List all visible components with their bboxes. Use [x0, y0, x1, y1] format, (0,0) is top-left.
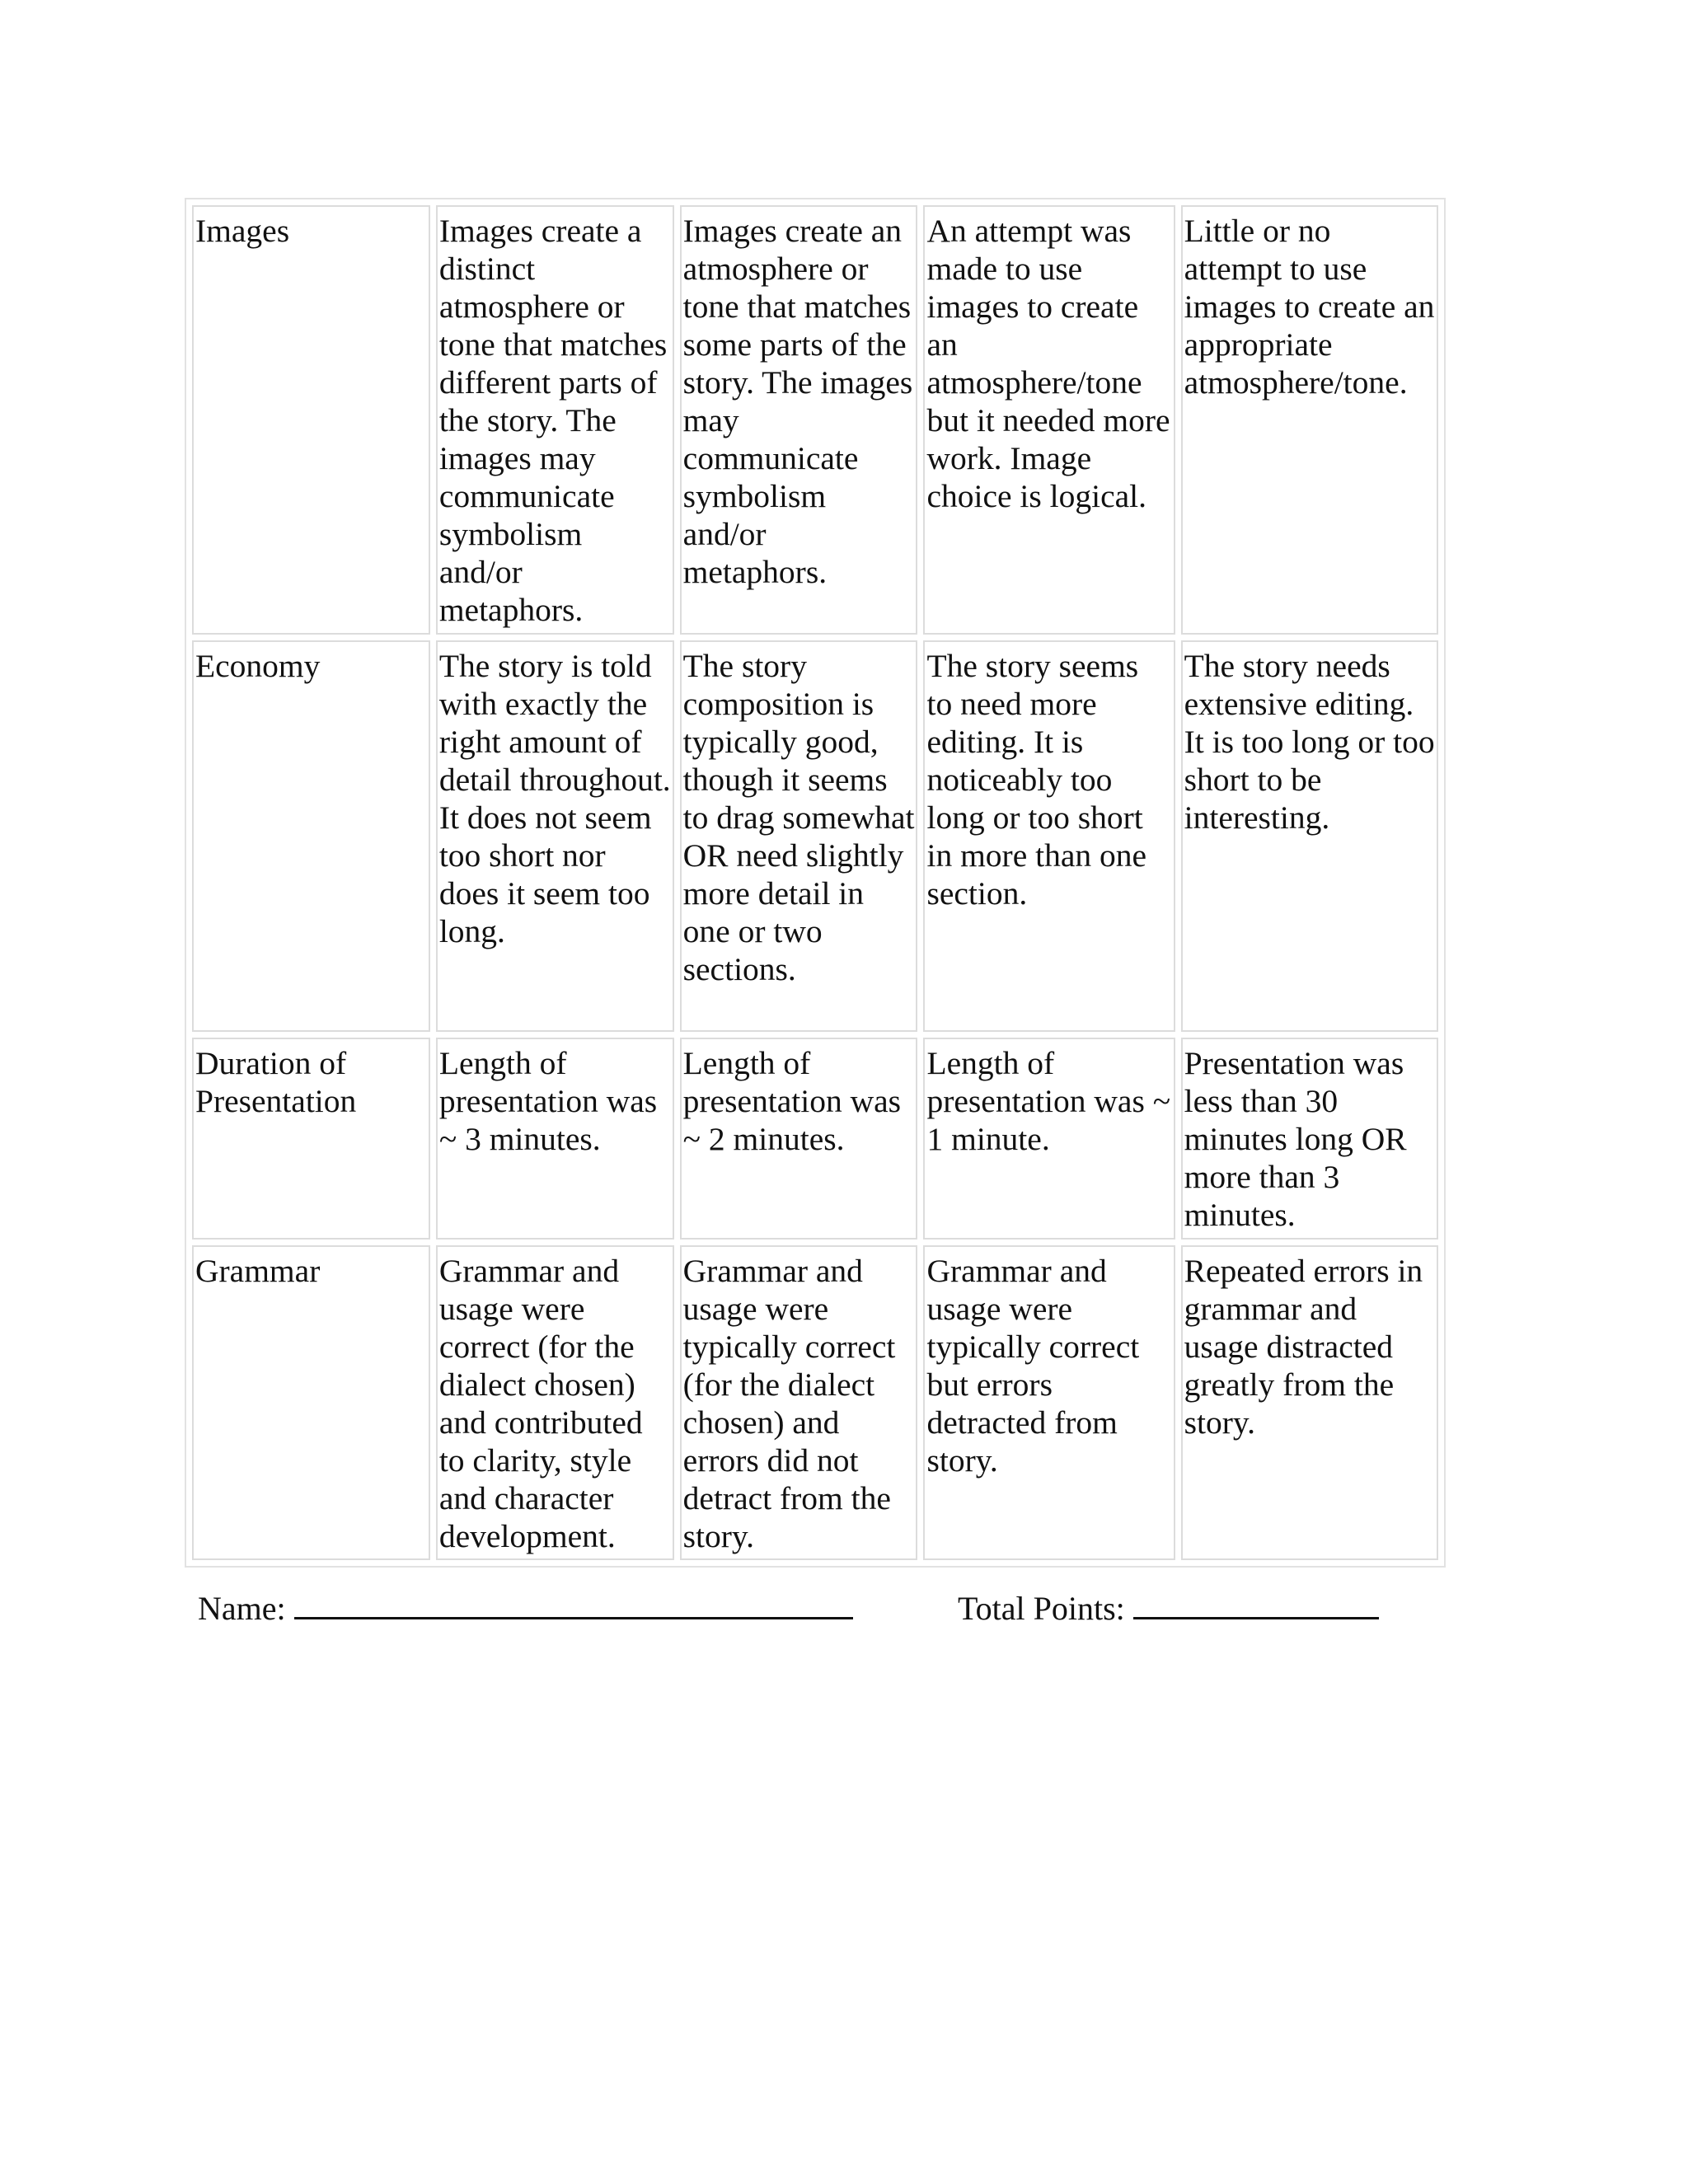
- rubric-row-economy: [192, 640, 1438, 1032]
- level-cell: Grammar and usage were typically correct but errors detracted from story.: [923, 1245, 1175, 1560]
- name-field: [198, 1589, 853, 1628]
- rubric-row-duration: [192, 1038, 1438, 1240]
- level-cell: Little or no attempt to use images to create an appropriate atmosphere/tone.: [1181, 205, 1438, 635]
- criterion-cell: Duration of Presentation: [192, 1038, 430, 1240]
- level-cell: Grammar and usage were typically correct (for the dialect chosen) and errors did not detract from the story.: [680, 1245, 918, 1560]
- rubric-row-grammar: [192, 1245, 1438, 1560]
- level-cell: An attempt was made to use images to create an atmosphere/tone but it needed more work. Image choice is logical.: [923, 205, 1175, 635]
- level-cell: The story composition is typically good, though it seems to drag somewhat OR need slightly more detail in one or two sections.: [680, 640, 918, 1032]
- level-cell: Length of presentation was ~ 1 minute.: [923, 1038, 1175, 1240]
- criterion-cell: Images: [192, 205, 430, 635]
- total-points-label: Total Points:: [958, 1590, 1125, 1627]
- level-cell: The story seems to need more editing. It is noticeably too long or too short in more than one section.: [923, 640, 1175, 1032]
- rubric-table: [185, 198, 1446, 1568]
- total-points-field: [958, 1589, 1379, 1628]
- level-cell: Grammar and usage were correct (for the dialect chosen) and contributed to clarity, style and character development.: [436, 1245, 674, 1560]
- level-cell: Images create a distinct atmosphere or tone that matches different parts of the story. The images may communicate symbolism and/or metaphors.: [436, 205, 674, 635]
- level-cell: Repeated errors in grammar and usage distracted greatly from the story.: [1181, 1245, 1438, 1560]
- name-label: Name:: [198, 1590, 286, 1627]
- level-cell: Length of presentation was ~ 2 minutes.: [680, 1038, 918, 1240]
- level-cell: The story is told with exactly the right amount of detail throughout. It does not seem too short nor does it seem too long.: [436, 640, 674, 1032]
- total-points-blank-line[interactable]: [1133, 1589, 1379, 1619]
- rubric-row-images: [192, 205, 1438, 635]
- criterion-cell: Economy: [192, 640, 430, 1032]
- name-blank-line[interactable]: [294, 1589, 853, 1619]
- level-cell: Presentation was less than 30 minutes long OR more than 3 minutes.: [1181, 1038, 1438, 1240]
- level-cell: The story needs extensive editing. It is too long or too short to be interesting.: [1181, 640, 1438, 1032]
- level-cell: Images create an atmosphere or tone that matches some parts of the story. The images may communicate symbolism and/or metaphors.: [680, 205, 918, 635]
- level-cell: Length of presentation was ~ 3 minutes.: [436, 1038, 674, 1240]
- criterion-cell: Grammar: [192, 1245, 430, 1560]
